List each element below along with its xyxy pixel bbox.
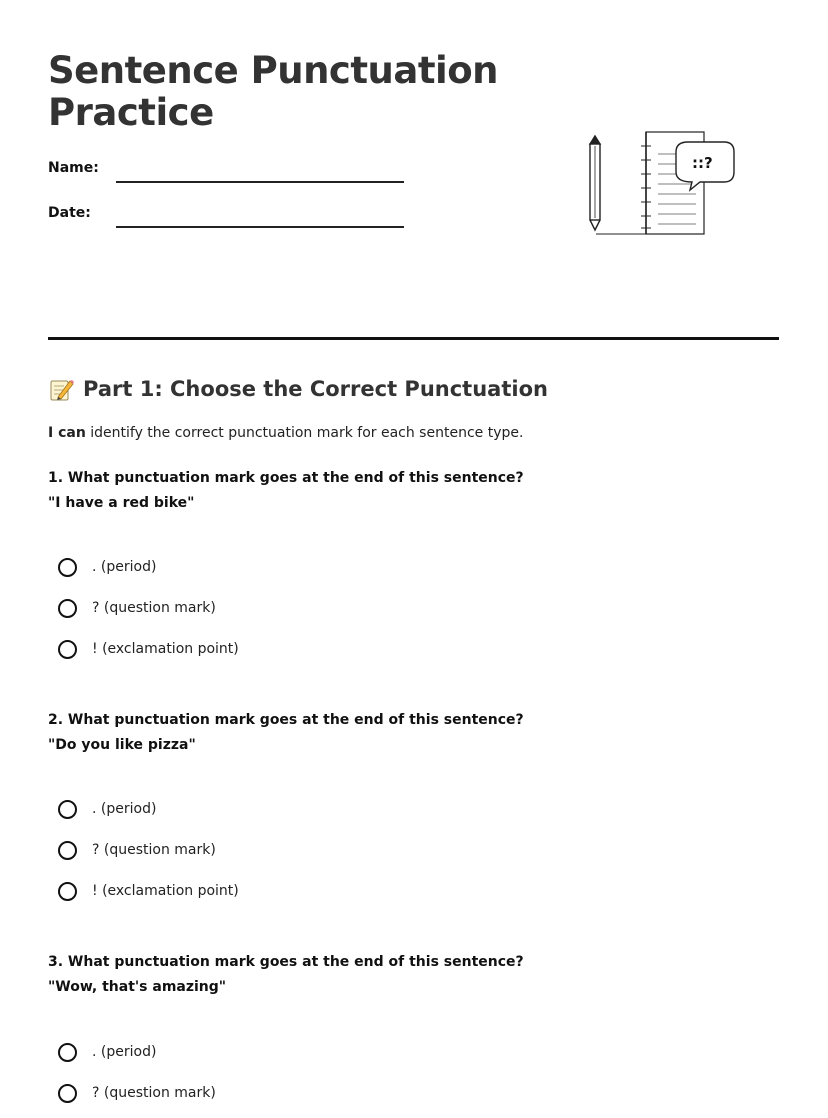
option-label: ! (exclamation point) [92, 641, 239, 657]
date-line[interactable] [116, 226, 404, 228]
part1-heading [48, 372, 548, 406]
option-period[interactable] [58, 554, 156, 580]
option-exclamation-point[interactable] [58, 636, 239, 662]
radio-button[interactable] [58, 882, 77, 901]
option-period[interactable] [58, 1039, 156, 1065]
radio-button[interactable] [58, 1043, 77, 1062]
section-divider [48, 337, 779, 340]
question-prompt: 3. What punctuation mark goes at the end of this sentence? [48, 954, 524, 970]
question-prompt: 2. What punctuation mark goes at the end of this sentence? [48, 712, 524, 728]
option-label: ? (question mark) [92, 600, 216, 616]
learning-objective [48, 425, 523, 441]
question-prompt: 1. What punctuation mark goes at the end of this sentence? [48, 470, 524, 486]
question-sentence: "Do you like pizza" [48, 737, 196, 753]
name-label: Name: [48, 160, 99, 176]
memo-icon [48, 376, 74, 402]
objective-text: identify the correct punctuation mark for each sentence type. [85, 425, 524, 441]
option-label: ? (question mark) [92, 1085, 216, 1101]
option-question-mark[interactable] [58, 837, 216, 863]
date-field-row [48, 205, 408, 235]
radio-button[interactable] [58, 800, 77, 819]
radio-button[interactable] [58, 640, 77, 659]
question-sentence: "I have a red bike" [48, 495, 195, 511]
pencil-notebook-speech-bubble-icon [582, 130, 742, 240]
pencil-icon [590, 136, 600, 230]
radio-button[interactable] [58, 1084, 77, 1103]
option-label: . (period) [92, 801, 157, 817]
name-line[interactable] [116, 181, 404, 183]
name-field-row [48, 160, 408, 190]
radio-button[interactable] [58, 841, 77, 860]
speech-bubble-text: ::? [692, 154, 713, 172]
option-label: ! (exclamation point) [92, 883, 239, 899]
question-1 [48, 466, 788, 657]
date-label: Date: [48, 205, 91, 221]
radio-button[interactable] [58, 558, 77, 577]
objective-bold: I can [48, 425, 86, 441]
question-3 [48, 950, 788, 1101]
question-2 [48, 708, 788, 899]
page-title: Sentence Punctuation Practice [48, 49, 498, 134]
option-period[interactable] [58, 796, 156, 822]
radio-button[interactable] [58, 599, 77, 618]
option-question-mark[interactable] [58, 1080, 216, 1106]
option-label: . (period) [92, 1044, 157, 1060]
option-question-mark[interactable] [58, 595, 216, 621]
option-label: . (period) [92, 559, 157, 575]
option-label: ? (question mark) [92, 842, 216, 858]
option-exclamation-point[interactable] [58, 878, 239, 904]
question-sentence: "Wow, that's amazing" [48, 979, 227, 995]
part1-title: Part 1: Choose the Correct Punctuation [83, 377, 548, 401]
